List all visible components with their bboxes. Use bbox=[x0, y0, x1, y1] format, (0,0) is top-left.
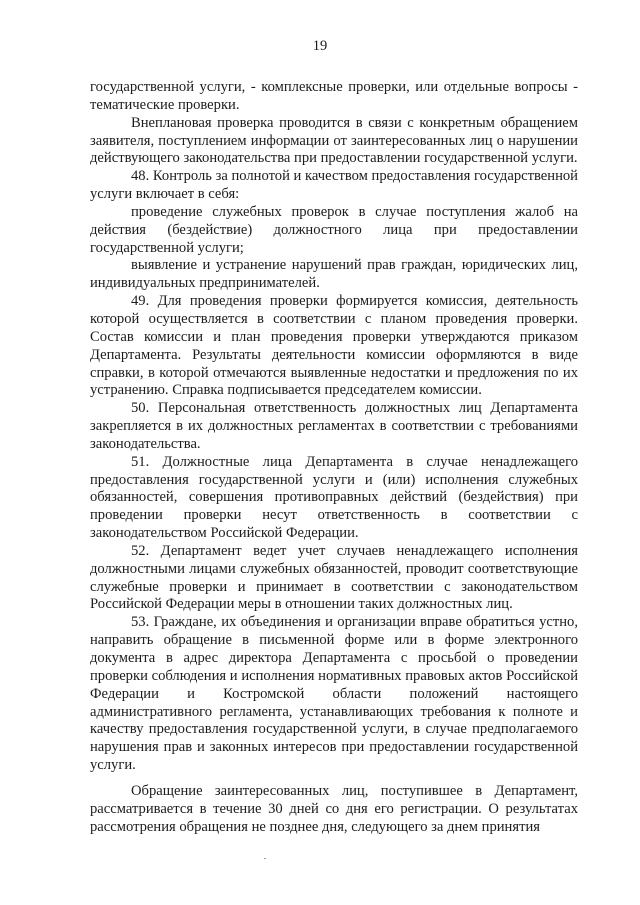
paragraph-48-item-2: выявление и устранение нарушений прав граждан, юридических лиц, индивидуальных предпринимателей. bbox=[90, 257, 578, 292]
page-number: 19 bbox=[312, 38, 328, 54]
paragraph-continuation: государственной услуги, - комплексные проверки, или отдельные вопросы - тематические проверки. bbox=[90, 79, 578, 113]
paragraph-appeal-review: Обращение заинтересованных лиц, поступившее в Департамент, рассматривается в течение 30 дней со дня его регистрации. О результатах рассмотрения обращения не позднее дня, следующего за днем принятия bbox=[90, 782, 578, 835]
paragraph-53: 53. Граждане, их объединения и организации вправе обратиться устно, направить обращение в письменной форме или в форме электронного документа в адрес директора Департамента с просьбой о проведении проверки соблюдения и исполнения нормативных правовых актов Российской Федерации и Костромской области положений настоящего административного регламента, устанавливающих требования к полноте и качеству предоставления государственной услуги, в случае предполагаемого нарушения прав и законных интересов при предоставлении государственной услуги. bbox=[90, 614, 578, 774]
scan-speck bbox=[264, 858, 266, 859]
paragraph-48: 48. Контроль за полнотой и качеством предоставления государственной услуги включает в себя: bbox=[90, 168, 578, 203]
paragraph-50: 50. Персональная ответственность должностных лиц Департамента закрепляется в их должностных регламентах в соответствии с требованиями законодательства. bbox=[90, 400, 578, 452]
document-body bbox=[90, 79, 578, 836]
paragraph-49: 49. Для проведения проверки формируется комиссия, деятельность которой осуществляется в соответствии с планом проведения проверки. Состав комиссии и план проведения проверки утверждаются приказом Департамента. Результаты деятельности комиссии оформляются в виде справки, в которой отмечаются выявленные недостатки и предложения по их устранению. Справка подписывается председателем комиссии. bbox=[90, 293, 578, 399]
paragraph-51: 51. Должностные лица Департамента в случае ненадлежащего предоставления государственной услуги и (или) исполнения служебных обязанностей, совершения противоправных действий (бездействия) при проведении проверки несут ответственность в соответствии с законодательством Российской Федерации. bbox=[90, 453, 578, 542]
paragraph-52: 52. Департамент ведет учет случаев ненадлежащего исполнения должностными лицами служебных обязанностей, проводит соответствующие служебные проверки и принимает в соответствии с законодательством Российской Федерации меры в отношении таких должностных лиц. bbox=[90, 542, 578, 613]
paragraph-unscheduled-inspection: Внеплановая проверка проводится в связи с конкретным обращением заявителя, поступлением информации от заинтересованных лиц о нарушении действующего законодательства при предоставлении государственной услуги. bbox=[90, 114, 578, 167]
paragraph-48-item-1: проведение служебных проверок в случае поступления жалоб на действия (бездействие) должностного лица при предоставлении государственной услуги; bbox=[90, 203, 578, 256]
